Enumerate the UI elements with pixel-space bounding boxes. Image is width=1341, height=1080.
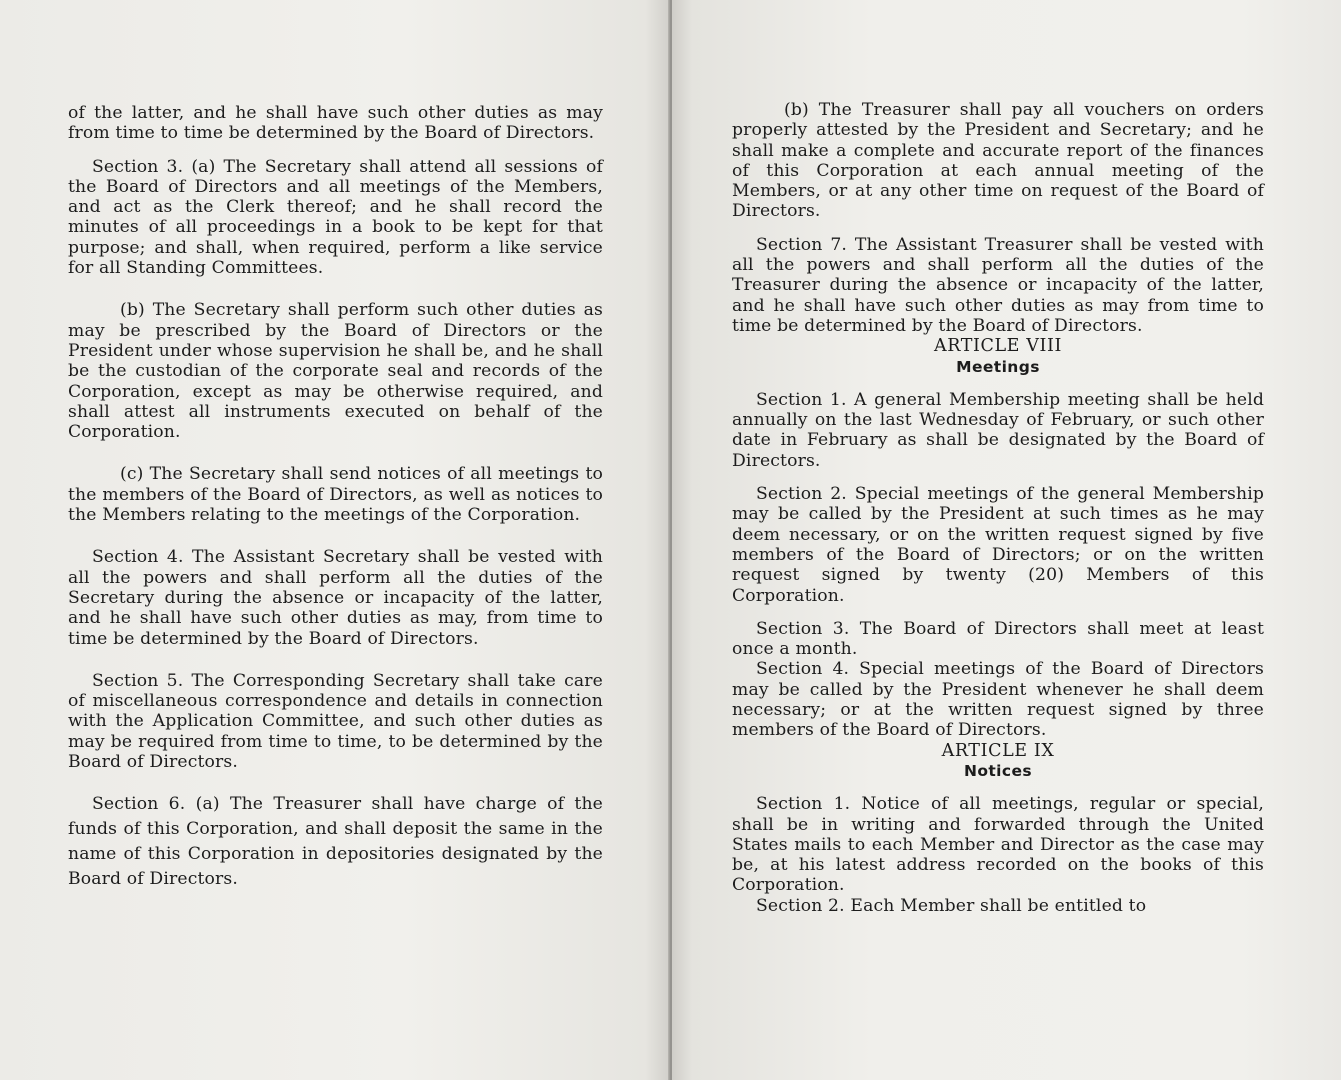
right-page	[672, 0, 1341, 1080]
right-paragraph-section-7: Section 7. The Assistant Treasurer shall be vested with all the powers and shall perform all the duties of the Treasurer during the absence or incapacity of the latter, and he shall have such other duties as may from time to time be determined by the Board of Directors.	[732, 234, 1264, 336]
left-paragraph-1: of the latter, and he shall have such other duties as may from time to time be determined by the Board of Directors.	[68, 103, 603, 144]
article-viii-subheading: Meetings	[956, 357, 1040, 376]
right-paragraph-viii-section-2: Section 2. Special meetings of the general Membership may be called by the President at such times as he may deem necessary, or on the written request signed by five members of the Board of Directors; or on the written request signed by twenty (20) Members of this Corporation.	[732, 484, 1264, 606]
article-ix-subheading: Notices	[963, 761, 1033, 780]
article-ix-heading: ARTICLE IX	[941, 740, 1055, 761]
left-paragraph-section-3a: Section 3. (a) The Secretary shall attend all sessions of the Board of Directors and all meetings of the Members, and act as the Clerk thereof; and he shall record the minutes of all proceedings in a book to be kept for that purpose; and shall, when required, perform a like service for all Standing Committees.	[68, 156, 603, 279]
right-paragraph-ix-section-2: Section 2. Each Member shall be entitled to	[756, 895, 1147, 916]
left-paragraph-section-5: Section 5. The Corresponding Secretary shall take care of miscellaneous correspondence and details in connection with the Application Committee, and such other duties as may be required from time to time, to be determined by the Board of Directors.	[68, 670, 603, 773]
left-paragraph-section-4: Section 4. The Assistant Secretary shall be vested with all the powers and shall perform all the duties of the Secretary during the absence or incapacity of the latter, and he shall have such other duties as may, from time to time be determined by the Board of Directors.	[68, 547, 603, 649]
right-paragraph-section-6b: (b) The Treasurer shall pay all vouchers on orders properly attested by the President and Secretary; and he shall make a complete and accurate report of the finances of this Corporation at each annual meeting of the Members, or at any other time on request of the Board of Directors.	[732, 100, 1264, 222]
left-paragraph-section-3b: (b) The Secretary shall perform such other duties as may be prescribed by the Board of Directors or the President under whose supervision he shall be, and he shall be the custodian of the corporate seal and records of the Corporation, except as may be otherwise required, and shall attest all instruments executed on behalf of the Corporation.	[68, 300, 603, 443]
left-paragraph-section-3c: (c) The Secretary shall send notices of all meetings to the members of the Board of Directors, as well as notices to the Members relating to the meetings of the Corporation.	[68, 464, 603, 526]
right-paragraph-ix-section-1: Section 1. Notice of all meetings, regular or special, shall be in writing and forwarded through the United States mails to each Member and Director as the case may be, at his latest address recorded on the books of this Corporation.	[732, 794, 1264, 896]
left-paragraph-section-6a: Section 6. (a) The Treasurer shall have charge of the funds of this Corporation, and shall deposit the same in the name of this Corporation in depositories designated by the Board of Directors.	[68, 794, 603, 890]
right-page-text	[732, 100, 1264, 916]
article-viii-heading: ARTICLE VIII	[933, 336, 1063, 357]
right-paragraph-viii-section-4: Section 4. Special meetings of the Board of Directors may be called by the President whenever he shall deem necessary; or at the written request signed by three members of the Board of Directors.	[732, 659, 1264, 741]
right-paragraph-viii-section-3: Section 3. The Board of Directors shall meet at least once a month.	[732, 618, 1264, 660]
left-page-text	[68, 103, 603, 892]
right-paragraph-viii-section-1: Section 1. A general Membership meeting shall be held annually on the last Wednesday of February, or such other date in February as shall be designated by the Board of Directors.	[732, 389, 1264, 471]
